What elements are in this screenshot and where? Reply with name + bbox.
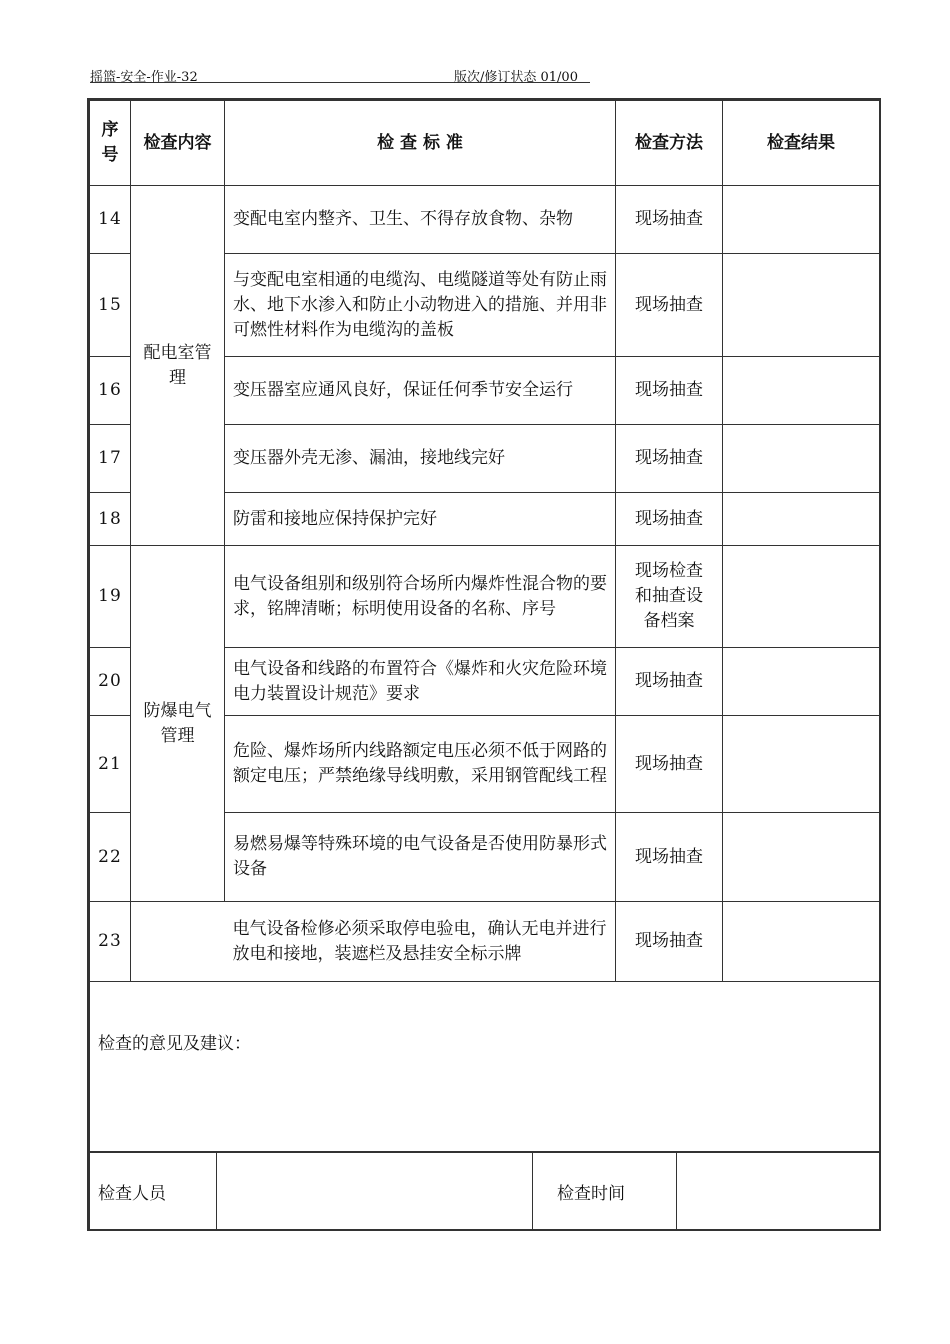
- row-result[interactable]: [723, 648, 880, 716]
- header-seq: 序号: [90, 101, 131, 186]
- row-result[interactable]: [723, 546, 880, 648]
- row-method: 现场抽查: [616, 716, 723, 813]
- row-method: 现场抽查: [616, 813, 723, 902]
- row-standard: 与变配电室相通的电缆沟、电缆隧道等处有防止雨水、地下水渗入和防止小动物进入的措施、并用非可燃性材料作为电缆沟的盖板: [225, 254, 616, 357]
- document-code: 摇篮-安全-作业-32: [90, 70, 198, 85]
- row-result[interactable]: [723, 813, 880, 902]
- row-result[interactable]: [723, 902, 880, 982]
- category-substation: 配电室管理: [131, 186, 225, 546]
- page-header: [90, 66, 590, 83]
- row-result[interactable]: [723, 716, 880, 813]
- header-result: 检查结果: [723, 101, 880, 186]
- row-result[interactable]: [723, 493, 880, 546]
- row-result[interactable]: [723, 357, 880, 425]
- row-standard: 变压器室应通风良好，保证任何季节安全运行: [225, 357, 616, 425]
- category-explosion-proof: 防爆电气管理: [131, 546, 225, 902]
- inspection-time-label: 检查时间: [533, 1153, 677, 1230]
- row-result[interactable]: [723, 254, 880, 357]
- signature-table: [89, 1152, 880, 1230]
- row-number: 18: [90, 493, 131, 546]
- table-row: [90, 546, 880, 648]
- row-method: 现场抽查: [616, 902, 723, 982]
- row-number: 14: [90, 186, 131, 254]
- row-standard: 电气设备和线路的布置符合《爆炸和火灾危险环境电力装置设计规范》要求: [225, 648, 616, 716]
- table-row: [90, 902, 880, 982]
- row-method: 现场抽查: [616, 254, 723, 357]
- header-content: 检查内容: [131, 101, 225, 186]
- inspection-table: [89, 100, 880, 1152]
- row-standard: 防雷和接地应保持保护完好: [225, 493, 616, 546]
- row-standard: 变压器外壳无渗、漏油，接地线完好: [225, 425, 616, 493]
- row-number: 22: [90, 813, 131, 902]
- row-standard: 易燃易爆等特殊环境的电气设备是否使用防暴形式设备: [225, 813, 616, 902]
- row-number: 17: [90, 425, 131, 493]
- opinion-field[interactable]: [90, 982, 880, 1152]
- row-result[interactable]: [723, 425, 880, 493]
- revision-status: 版次/修订状态 01/00: [454, 70, 578, 85]
- row-number: 19: [90, 546, 131, 648]
- row-method: 现场抽查: [616, 425, 723, 493]
- row-number: 23: [90, 902, 131, 982]
- row-number: 21: [90, 716, 131, 813]
- opinion-row: [90, 982, 880, 1152]
- row-method: 现场抽查: [616, 648, 723, 716]
- table-header-row: [90, 101, 880, 186]
- row-standard: 变配电室内整齐、卫生、不得存放食物、杂物: [225, 186, 616, 254]
- row-standard: 电气设备组别和级别符合场所内爆炸性混合物的要求，铭牌清晰；标明使用设备的名称、序号: [225, 546, 616, 648]
- row-number: 15: [90, 254, 131, 357]
- header-method: 检查方法: [616, 101, 723, 186]
- inspector-field[interactable]: [217, 1153, 533, 1230]
- opinion-label: 检查的意见及建议：: [98, 1034, 251, 1054]
- row-method: 现场抽查: [616, 186, 723, 254]
- header-standard: 检 查 标 准: [225, 101, 616, 186]
- row-result[interactable]: [723, 186, 880, 254]
- row-method: 现场检查和抽查设备档案: [616, 546, 723, 648]
- row-method: 现场抽查: [616, 493, 723, 546]
- inspector-label: 检查人员: [90, 1153, 217, 1230]
- row-number: 16: [90, 357, 131, 425]
- row-standard: 危险、爆炸场所内线路额定电压必须不低于网路的额定电压；严禁绝缘导线明敷，采用钢管配线工程: [225, 716, 616, 813]
- row-standard: 电气设备检修必须采取停电验电，确认无电并进行放电和接地，装遮栏及悬挂安全标示牌: [225, 902, 616, 982]
- category-empty: [131, 902, 225, 982]
- inspection-time-field[interactable]: [677, 1153, 880, 1230]
- row-method: 现场抽查: [616, 357, 723, 425]
- row-number: 20: [90, 648, 131, 716]
- table-row: [90, 186, 880, 254]
